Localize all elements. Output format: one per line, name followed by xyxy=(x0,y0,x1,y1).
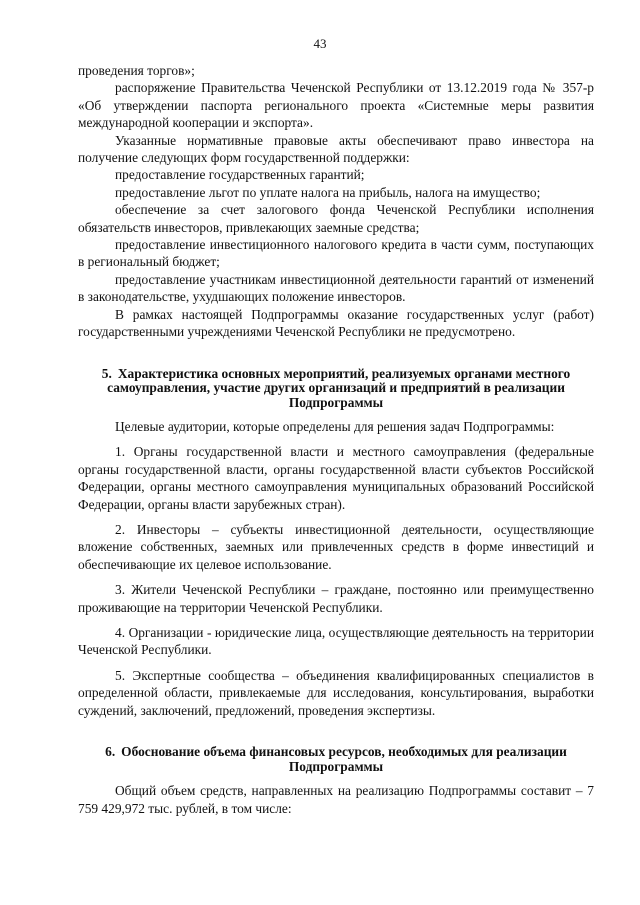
list-item: 2. Инвесторы – субъекты инвестиционной деятельности, осуществляющие вложение собственных, заемных или привлеченных средств в форме инвестиций и обеспечивающие их целевое использование. xyxy=(78,522,594,572)
section-number: 5. xyxy=(101,365,112,381)
paragraph: проведения торгов»; xyxy=(78,63,195,78)
paragraph: Целевые аудитории, которые определены для решения задач Подпрограммы: xyxy=(115,419,555,434)
paragraph: Указанные нормативные правовые акты обеспечивают право инвестора на получение следующих форм государственной поддержки: xyxy=(78,132,594,166)
list-item: предоставление участникам инвестиционной деятельности гарантий от изменений в законодательстве, ухудшающих положение инвесторов. xyxy=(78,271,594,305)
section-title: Обоснование объема финансовых ресурсов, необходимых для реализации Подпрограммы xyxy=(121,744,567,774)
section-5-heading xyxy=(78,367,594,411)
list-item: 4. Организации - юридические лица, осуществляющие деятельность на территории Чеченской Республики. xyxy=(78,625,594,658)
list-item: предоставление льгот по уплате налога на прибыль, налога на имущество; xyxy=(115,184,541,200)
paragraph: В рамках настоящей Подпрограммы оказание государственных услуг (работ) государственными учреждениями Чеченской Республики не предусмотрено. xyxy=(78,306,594,340)
section-number: 6. xyxy=(105,744,116,760)
paragraph: Общий объем средств, направленных на реализацию Подпрограммы составит – 7 759 429,972 тыс. рублей, в том числе: xyxy=(78,783,594,816)
section-title: Характеристика основных мероприятий, реализуемых органами местного самоуправления, участие других организаций и предприятий в реализации Подпрограммы xyxy=(107,365,571,410)
list-item: предоставление инвестиционного налогового кредита в части сумм, поступающих в региональный бюджет; xyxy=(78,237,594,270)
list-item: 1. Органы государственной власти и местного самоуправления (федеральные органы государственной власти, органы государственной власти субъектов Российской Федерации, органы местного самоуправления муниципальных образований Российской Федерации, органы власти зарубежных стран). xyxy=(78,444,594,512)
list-item: обеспечение за счет залогового фонда Чеченской Республики исполнения обязательств инвесторов, привлекающих заемные средства; xyxy=(78,202,594,235)
paragraph: распоряжение Правительства Чеченской Республики от 13.12.2019 года № 357-р «Об утверждении паспорта регионального проекта «Системные меры развития международной кооперации и экспорта». xyxy=(78,80,594,131)
list-item: 5. Экспертные сообщества – объединения квалифицированных специалистов в определенной области, привлекаемые для исследования, консультирования, выработки суждений, заключений, предложений, проведения экспертизы. xyxy=(78,667,594,718)
page-number: 43 xyxy=(313,36,327,51)
list-item: 3. Жители Чеченской Республики – граждане, постоянно или преимущественно проживающие на территории Чеченской Республики. xyxy=(78,582,594,615)
list-item: предоставление государственных гарантий; xyxy=(115,167,365,183)
document-body xyxy=(78,62,594,817)
section-6-heading xyxy=(78,745,594,774)
